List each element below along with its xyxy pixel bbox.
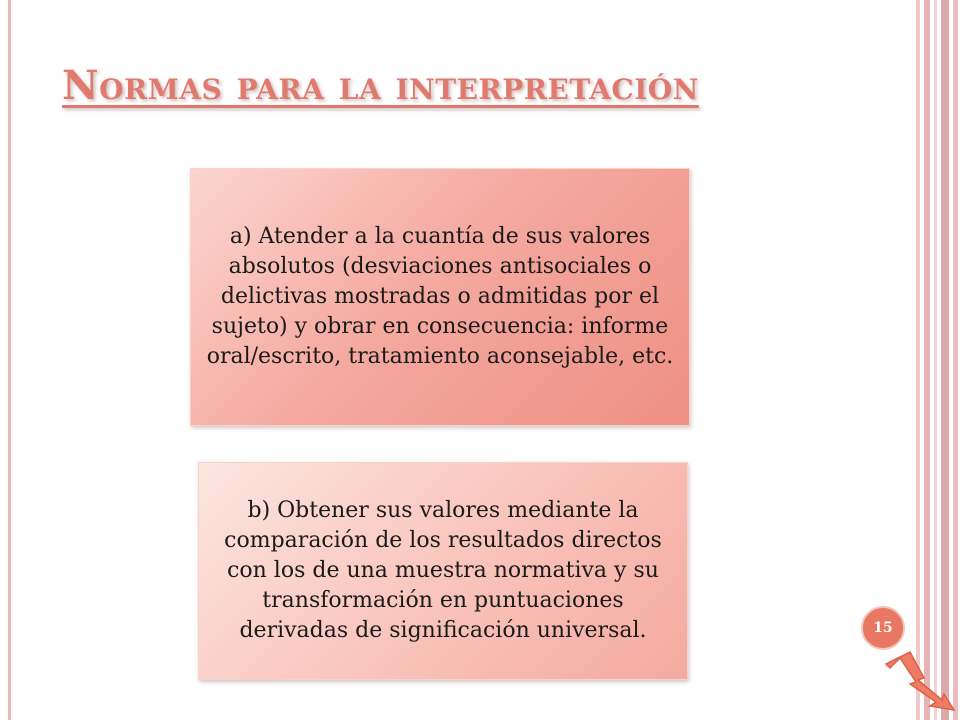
content-box-b <box>198 462 688 680</box>
slide-title: Normas para la interpretación <box>62 62 699 109</box>
lightning-bolt-icon <box>880 648 960 712</box>
right-decorative-stripes <box>916 0 960 720</box>
content-box-a-text: a) Atender a la cuantía de sus valores absolutos (desviaciones antisociales o delictivas mostradas o admitidas por el sujeto) y obrar en consecuencia: informe oral/escrito, tratamiento aconsejable, etc. <box>206 224 674 369</box>
left-border-line <box>8 0 11 720</box>
content-box-a <box>190 168 690 426</box>
page-number: 15 <box>873 620 893 636</box>
content-box-b-text: b) Obtener sus valores mediante la comparación de los resultados directos con los de una muestra normativa y su transformación en puntuaciones derivadas de significación universal. <box>224 498 662 643</box>
page-number-badge <box>861 606 905 650</box>
